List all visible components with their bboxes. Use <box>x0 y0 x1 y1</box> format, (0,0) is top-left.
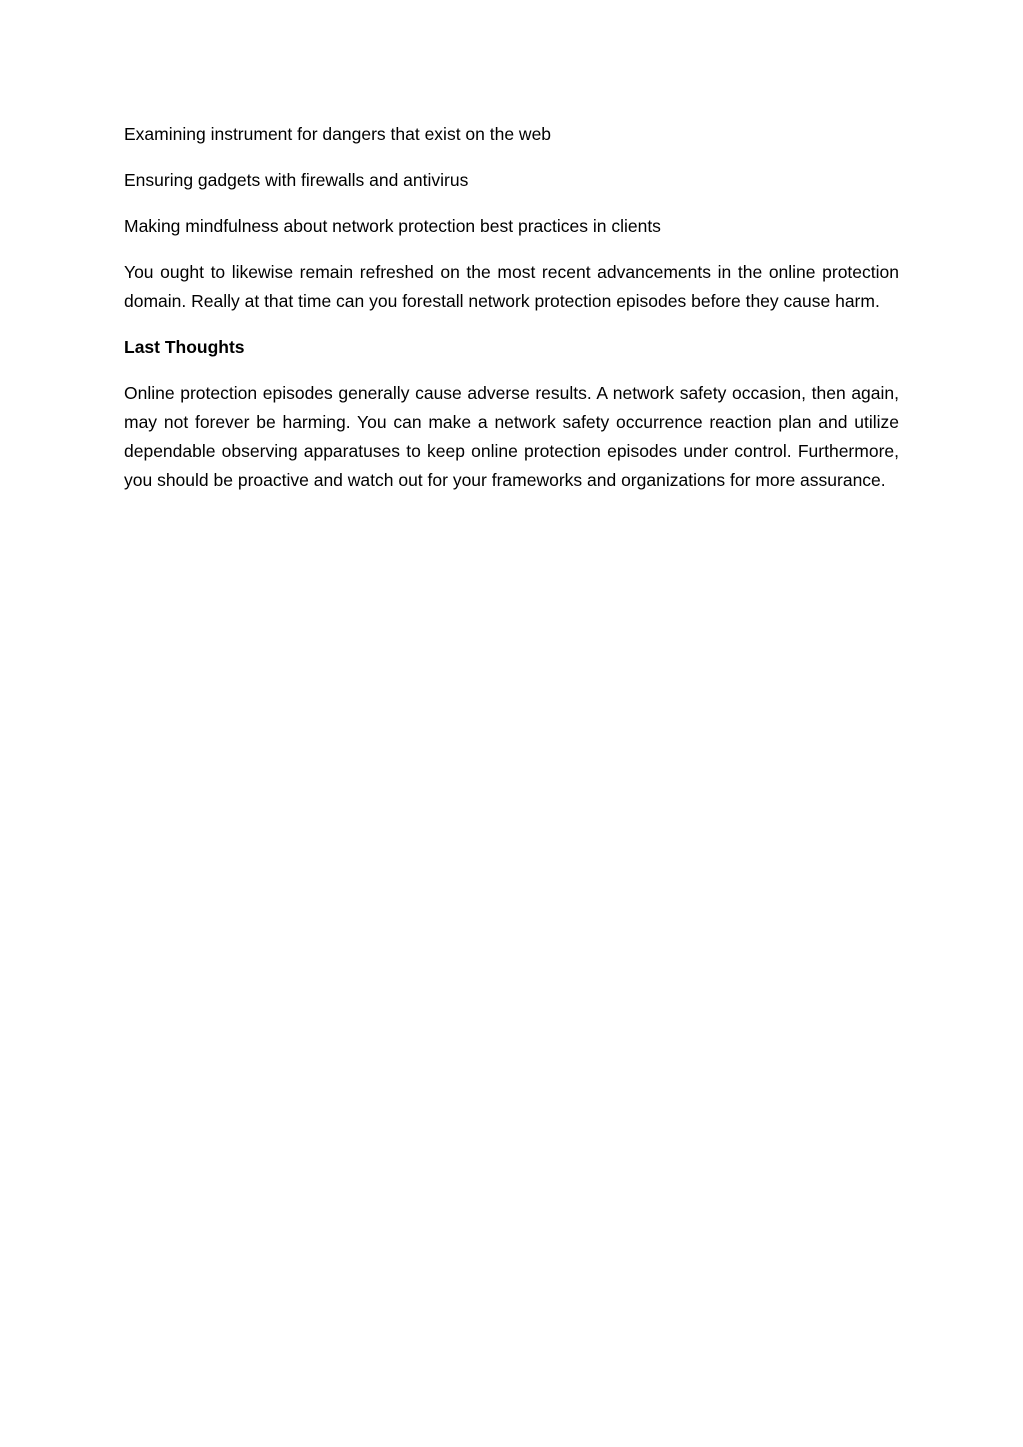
paragraph-conclusion: Online protection episodes generally cause adverse results. A network safety occasion, then again, may not forever be harming. You can make a network safety occurrence reaction plan and utilize dependable observing apparatuses to keep online protection episodes under control. Furthermore, you should be proactive and watch out for your frameworks and organizations for more assurance. <box>124 383 899 490</box>
list-line-3: Making mindfulness about network protection best practices in clients <box>124 216 661 236</box>
list-line-2: Ensuring gadgets with firewalls and antivirus <box>124 170 469 190</box>
paragraph-advancements: You ought to likewise remain refreshed on the most recent advancements in the online protection domain. Really at that time can you forestall network protection episodes before they cause harm. <box>124 262 899 311</box>
list-line-1: Examining instrument for dangers that exist on the web <box>124 124 552 144</box>
section-heading: Last Thoughts <box>124 337 245 357</box>
document-body <box>124 120 899 512</box>
